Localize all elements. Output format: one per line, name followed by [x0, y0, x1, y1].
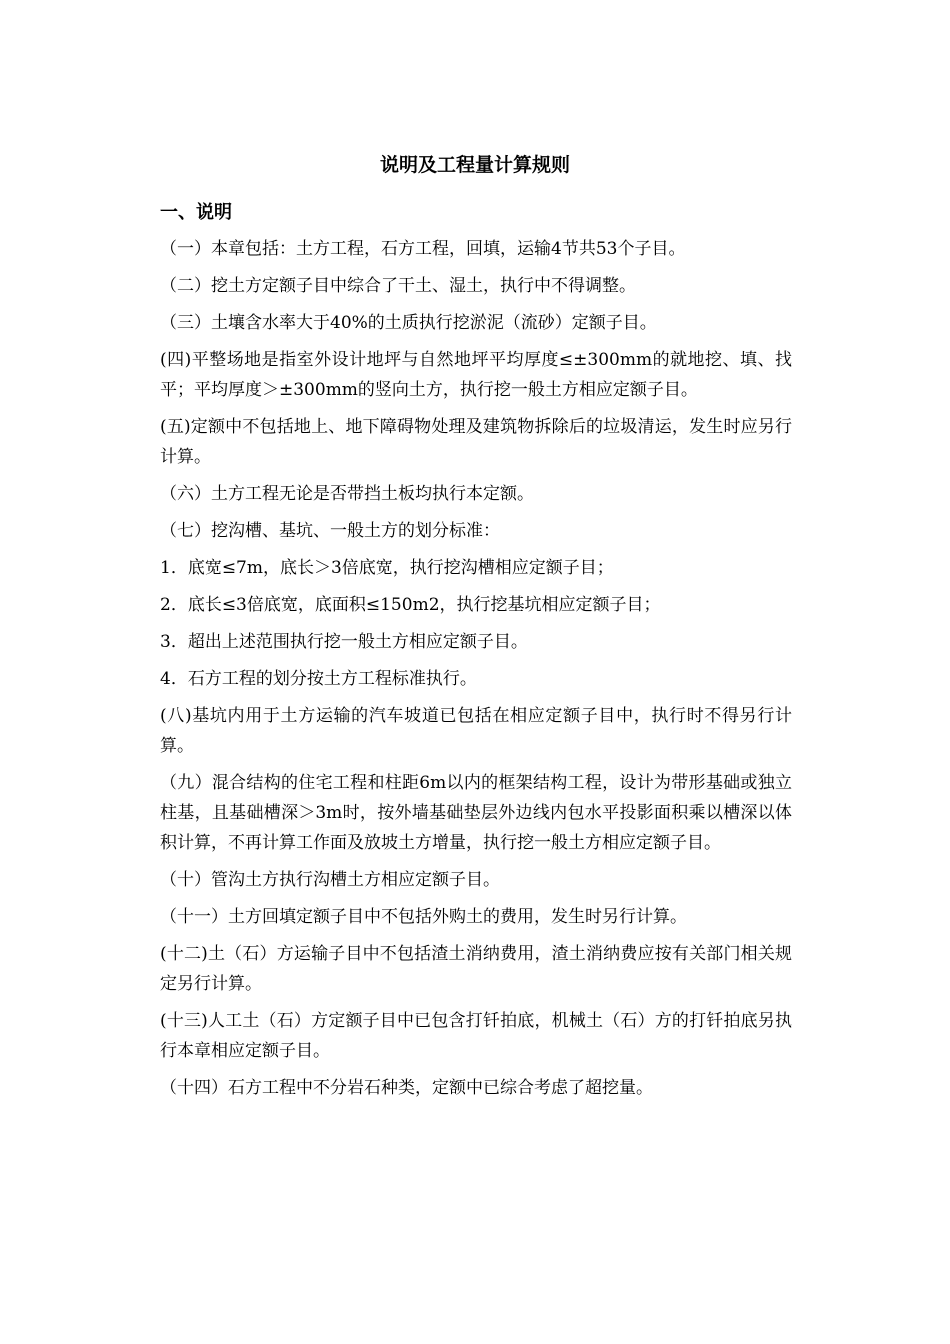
paragraph: （十一）土方回填定额子目中不包括外购土的费用，发生时另行计算。: [160, 907, 687, 927]
body-text: [160, 234, 792, 1110]
paragraph: （二）挖土方定额子目中综合了干土、湿土，执行中不得调整。: [160, 276, 636, 296]
list-item: 3．超出上述范围执行挖一般土方相应定额子目。: [160, 632, 528, 652]
list-item: 1．底宽≤7m，底长＞3倍底宽，执行挖沟槽相应定额子目；: [160, 558, 614, 578]
page-title: 说明及工程量计算规则: [379, 154, 570, 176]
paragraph: (四)平整场地是指室外设计地坪与自然地坪平均厚度≤±300mm的就地挖、填、找平；平均厚度＞±300mm的竖向土方，执行挖一般土方相应定额子目。: [160, 350, 792, 400]
paragraph: （十）管沟土方执行沟槽土方相应定额子目。: [160, 870, 500, 890]
paragraph: （七）挖沟槽、基坑、一般土方的划分标准：: [160, 521, 500, 541]
paragraph: (五)定额中不包括地上、地下障碍物处理及建筑物拆除后的垃圾清运，发生时应另行计算。: [160, 417, 792, 467]
list-item: 2．底长≤3倍底宽，底面积≤150m2，执行挖基坑相应定额子目；: [160, 595, 661, 615]
paragraph: （九）混合结构的住宅工程和柱距6m以内的框架结构工程，设计为带形基础或独立柱基，且基础槽深＞3m时，按外墙基础垫层外边线内包水平投影面积乘以槽深以体积计算，不再计算工作面及放坡土方增量，执行挖一般土方相应定额子目。: [160, 773, 792, 853]
paragraph: （十四）石方工程中不分岩石种类，定额中已综合考虑了超挖量。: [160, 1078, 653, 1098]
paragraph: （六）土方工程无论是否带挡土板均执行本定额。: [160, 484, 534, 504]
paragraph: （三）土壤含水率大于40%的土质执行挖淤泥（流砂）定额子目。: [160, 313, 657, 333]
section-heading: 一、说明: [160, 202, 232, 223]
paragraph: (十二)土（石）方运输子目中不包括渣土消纳费用，渣土消纳费应按有关部门相关规定另行计算。: [160, 944, 792, 994]
paragraph: （一）本章包括：土方工程，石方工程，回填，运输4节共53个子目。: [160, 239, 686, 259]
paragraph: (八)基坑内用于土方运输的汽车坡道已包括在相应定额子目中，执行时不得另行计算。: [160, 706, 792, 756]
paragraph: (十三)人工土（石）方定额子目中已包含打钎拍底，机械土（石）方的打钎拍底另执行本章相应定额子目。: [160, 1011, 792, 1061]
list-item: 4．石方工程的划分按土方工程标准执行。: [160, 669, 477, 689]
